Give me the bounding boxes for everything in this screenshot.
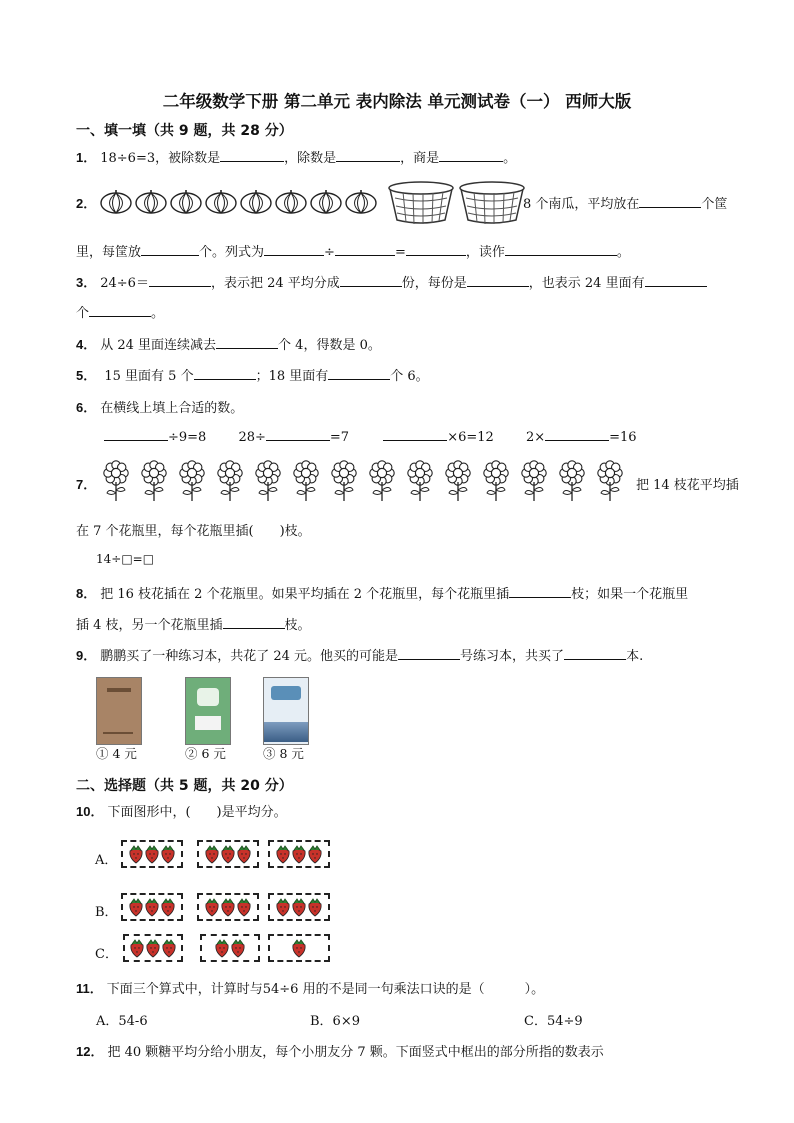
answer-blank[interactable] (149, 274, 211, 287)
question-4: 4． 从 24 里面连续减去 个 4，得数是 0。 (76, 337, 381, 353)
pumpkin-icon (100, 190, 132, 214)
answer-blank[interactable] (223, 616, 285, 629)
pumpkin-icon (205, 190, 237, 214)
question-12: 12． 把 40 颗糖平均分给小朋友，每个小朋友分 7 颗。下面竖式中框出的部分所指的数表示 (76, 1044, 604, 1060)
question-11: 11． 下面三个算式中，计算时与54÷6 用的不是同一句乘法口诀的是（ ）。 (76, 981, 545, 997)
flower-icon (518, 460, 550, 502)
strawberry-group-box (123, 934, 183, 962)
question-2-number: 2． (76, 196, 97, 211)
notebook-2-image (185, 677, 231, 745)
strawberry-icon (144, 844, 160, 864)
basket-icon (458, 180, 526, 224)
strawberry-icon (161, 938, 177, 958)
question-1: 1． 18÷6=3，被除数是 ，除数是 ，商是 。 (76, 150, 517, 166)
strawberry-icon (291, 844, 307, 864)
question-10: 10． 下面图形中，( )是平均分。 (76, 804, 287, 820)
answer-blank[interactable] (340, 274, 402, 287)
notebook-3-image (263, 677, 309, 745)
answer-blank[interactable] (141, 243, 199, 256)
pumpkin-icon (275, 190, 307, 214)
flower-icon (366, 460, 398, 502)
notebook-3-caption: ③ 8 元 (263, 746, 304, 761)
section-heading-fill: 一、填一填（共 9 题，共 28 分） (76, 123, 293, 139)
question-8: 8． 把 16 枝花插在 2 个花瓶里。如果平均插在 2 个花瓶里，每个花瓶里插 枝；如果一个花瓶里 (76, 586, 689, 602)
strawberry-icon (275, 897, 291, 917)
strawberry-icon (307, 844, 323, 864)
strawberry-icon (236, 897, 252, 917)
flower-row (100, 460, 626, 502)
notebook-2-caption: ② 6 元 (185, 746, 226, 761)
strawberry-group-box (121, 840, 183, 868)
answer-blank[interactable] (509, 585, 571, 598)
pumpkin-icon (345, 190, 377, 214)
flower-icon (176, 460, 208, 502)
strawberry-icon (128, 844, 144, 864)
strawberry-icon (291, 897, 307, 917)
answer-blank[interactable] (264, 243, 324, 256)
answer-blank[interactable] (398, 647, 460, 660)
strawberry-icon (307, 897, 323, 917)
answer-blank[interactable] (467, 274, 529, 287)
strawberry-icon (230, 938, 246, 958)
choice-b[interactable]: B．6×9 (310, 1014, 360, 1029)
strawberry-icon (275, 844, 291, 864)
answer-blank[interactable] (564, 647, 626, 660)
strawberry-icon (160, 844, 176, 864)
strawberry-icon (214, 938, 230, 958)
answer-blank[interactable] (439, 149, 503, 162)
question-9: 9． 鹏鹏买了一种练习本，共花了 24 元。他买的可能是 号练习本，共买了 本. (76, 648, 644, 664)
flower-icon (404, 460, 436, 502)
pumpkin-icon (135, 190, 167, 214)
pumpkin-icon (170, 190, 202, 214)
strawberry-icon (220, 897, 236, 917)
strawberry-group-box (200, 934, 260, 962)
pumpkin-icon (310, 190, 342, 214)
strawberry-icon (204, 844, 220, 864)
answer-blank[interactable] (89, 304, 151, 317)
strawberry-group-box (197, 840, 259, 868)
question-7-formula: 14÷□=□ (96, 552, 155, 566)
page-title: 二年级数学下册 第二单元 表内除法 单元测试卷（一） 西师大版 (162, 92, 632, 111)
notebook-1-image (96, 677, 142, 745)
answer-blank[interactable] (336, 149, 400, 162)
strawberry-group-box (268, 934, 330, 962)
question-3: 3． 24÷6＝ ，表示把 24 平均分成 份，每份是 ，也表示 24 里面有 (76, 272, 707, 291)
question-7-text-cont: 在 7 个花瓶里，每个花瓶里插( )枝。 (76, 524, 311, 539)
answer-blank[interactable] (104, 428, 168, 441)
strawberry-icon (291, 938, 307, 958)
answer-blank[interactable] (220, 149, 284, 162)
strawberry-icon (129, 938, 145, 958)
pumpkin-icon (240, 190, 272, 214)
flower-icon (214, 460, 246, 502)
question-5: 5． 15 里面有 5 个 ；18 里面有 个 6。 (76, 368, 429, 384)
question-8-cont: 插 4 枝，另一个花瓶里插 枝。 (76, 618, 311, 633)
strawberry-icon (144, 897, 160, 917)
question-7-number: 7． (76, 477, 97, 492)
flower-icon (100, 460, 132, 502)
option-a-label[interactable]: A． (95, 853, 118, 868)
strawberry-icon (236, 844, 252, 864)
strawberry-group-box (268, 893, 330, 921)
section-heading-choice: 二、选择题（共 5 题，共 20 分） (76, 778, 293, 794)
answer-blank[interactable] (406, 243, 466, 256)
question-6: 6． 在横线上填上合适的数。 (76, 400, 244, 416)
flower-icon (480, 460, 512, 502)
notebook-1-caption: ① 4 元 (96, 746, 137, 761)
option-c-label[interactable]: C． (95, 947, 118, 962)
answer-blank[interactable] (545, 428, 609, 441)
answer-blank[interactable] (383, 428, 447, 441)
answer-blank[interactable] (194, 367, 256, 380)
choice-c[interactable]: C．54÷9 (524, 1014, 583, 1029)
flower-icon (252, 460, 284, 502)
answer-blank[interactable] (216, 336, 278, 349)
flower-icon (328, 460, 360, 502)
answer-blank[interactable] (645, 274, 707, 287)
answer-blank[interactable] (266, 428, 330, 441)
flower-icon (594, 460, 626, 502)
flower-icon (138, 460, 170, 502)
question-6-equations: ÷9=8 28÷ =7 ×6=12 2× =16 (104, 428, 637, 445)
flower-icon (442, 460, 474, 502)
option-b-label[interactable]: B． (95, 905, 118, 920)
choice-a[interactable]: A．54-6 (96, 1014, 148, 1029)
strawberry-icon (128, 897, 144, 917)
strawberry-group-box (121, 893, 183, 921)
question-7-text: 把 14 枝花平均插 (636, 478, 739, 493)
flower-icon (290, 460, 322, 502)
question-3-cont: 个 。 (76, 306, 165, 321)
strawberry-icon (160, 897, 176, 917)
question-2-text: 8 个南瓜，平均放在 个筐 (523, 197, 728, 212)
question-2-text-cont: 里，每筐放 个。列式为 ÷ = ，读作 。 (76, 245, 630, 260)
basket-icon (387, 180, 455, 224)
answer-blank[interactable] (328, 367, 390, 380)
strawberry-group-box (268, 840, 330, 868)
strawberry-icon (204, 897, 220, 917)
strawberry-icon (220, 844, 236, 864)
answer-blank[interactable] (639, 195, 701, 208)
strawberry-group-box (197, 893, 259, 921)
strawberry-icon (145, 938, 161, 958)
flower-icon (556, 460, 588, 502)
pumpkin-row (100, 190, 377, 214)
answer-blank[interactable] (335, 243, 395, 256)
answer-blank[interactable] (505, 243, 617, 256)
